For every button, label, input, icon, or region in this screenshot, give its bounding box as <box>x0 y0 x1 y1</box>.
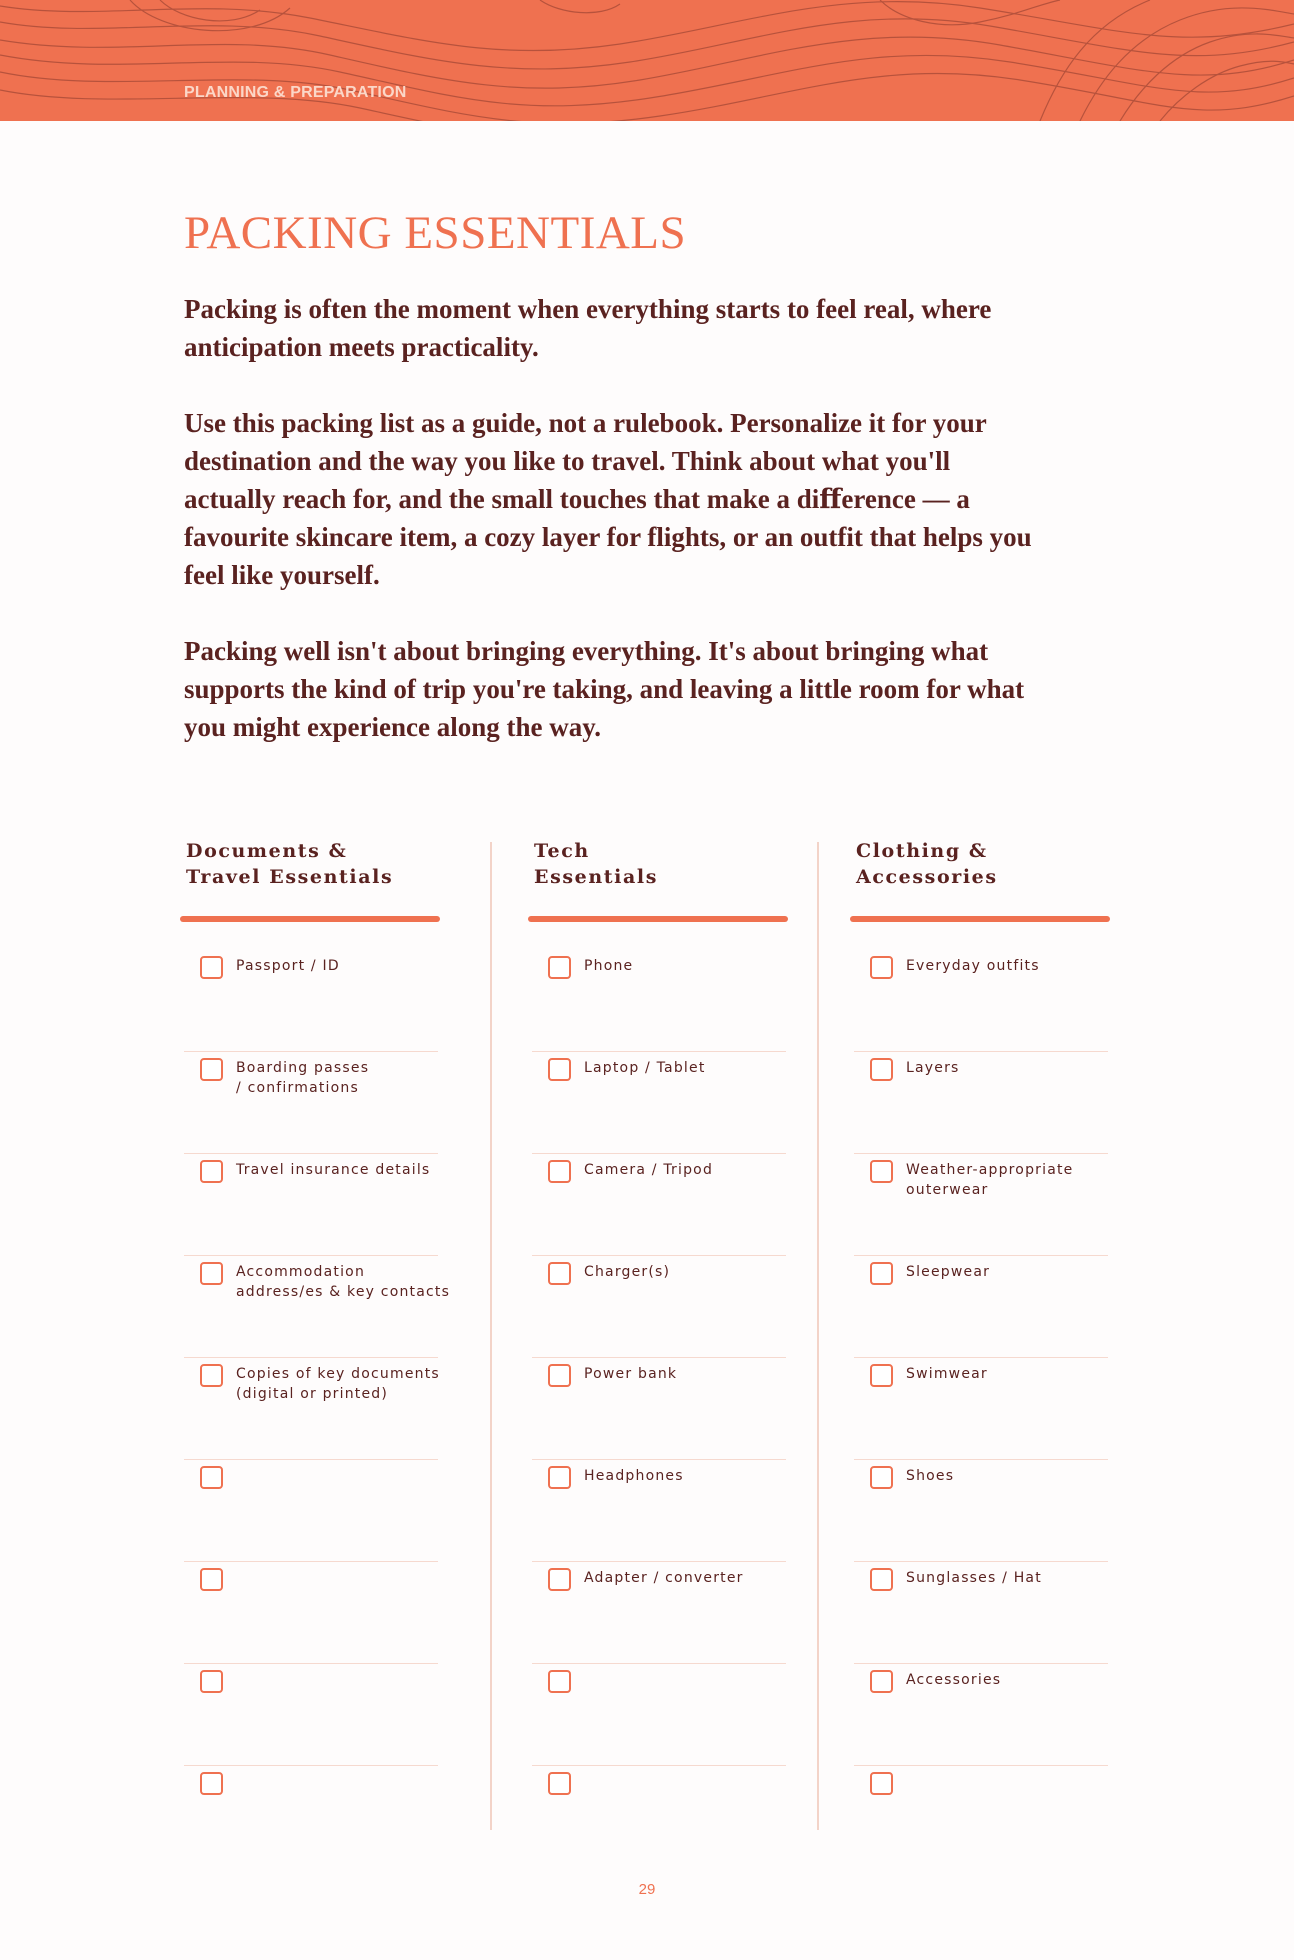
checklist-item <box>854 1664 1108 1766</box>
checkbox[interactable] <box>870 1262 893 1285</box>
checklist-item-label: Sleepwear <box>906 1264 991 1280</box>
checklist-item <box>854 1154 1108 1256</box>
checklist-item <box>532 1154 786 1256</box>
checklist-item <box>854 1766 1108 1868</box>
section-label: PLANNING & PREPARATION <box>184 84 407 101</box>
checklist-item-label: Everyday outfits <box>906 958 1040 974</box>
checklist-item <box>184 1562 438 1664</box>
checklist-item-label: Phone <box>584 958 634 974</box>
checklist-item-label: Power bank <box>584 1366 678 1382</box>
checklist-item <box>532 1052 786 1154</box>
checkbox[interactable] <box>870 1772 893 1795</box>
checklist-item-label: Layers <box>906 1060 960 1076</box>
checklist-item-label: Accessories <box>906 1672 1002 1688</box>
checklist-item-label: Laptop / Tablet <box>584 1060 706 1076</box>
checklist-item <box>532 950 786 1052</box>
intro-paragraph: Packing is often the moment when everything starts to feel real, where anticipation meets practicality. <box>184 294 992 362</box>
column-title: Documents & Travel Essentials <box>186 840 394 888</box>
column-divider <box>490 842 492 1830</box>
column-clothing <box>854 838 1124 1868</box>
checkbox[interactable] <box>870 1058 893 1081</box>
checklist-item <box>854 950 1108 1052</box>
column-title: Tech Essentials <box>534 840 658 888</box>
column-underline <box>180 916 440 922</box>
checklist-item-label: Headphones <box>584 1468 684 1484</box>
checkbox[interactable] <box>548 1364 571 1387</box>
checkbox[interactable] <box>200 1772 223 1795</box>
checklist-item <box>532 1664 786 1766</box>
checklist-item <box>532 1562 786 1664</box>
checklist-item <box>854 1358 1108 1460</box>
checkbox[interactable] <box>200 1160 223 1183</box>
column-underline <box>528 916 788 922</box>
checkbox[interactable] <box>548 1058 571 1081</box>
checkbox[interactable] <box>548 1772 571 1795</box>
checkbox[interactable] <box>548 1568 571 1591</box>
column-underline <box>850 916 1110 922</box>
checkbox[interactable] <box>200 1262 223 1285</box>
checklist-item-label: Sunglasses / Hat <box>906 1570 1042 1586</box>
checkbox[interactable] <box>870 1160 893 1183</box>
checkbox[interactable] <box>870 1466 893 1489</box>
checklist-item <box>532 1358 786 1460</box>
checkbox[interactable] <box>200 956 223 979</box>
checkbox[interactable] <box>870 956 893 979</box>
intro-paragraph: Packing well isn't about bringing everything. It's about bringing what supports the kind of trip you're taking, and leaving a little room for what you might experience along the way. <box>184 636 1025 742</box>
checklist-item-label: Shoes <box>906 1468 955 1484</box>
checklist-item <box>184 1766 438 1868</box>
checkbox[interactable] <box>548 956 571 979</box>
intro-text <box>184 290 1034 784</box>
checklist-item <box>854 1052 1108 1154</box>
checklist <box>184 950 454 1868</box>
checklist-item <box>854 1460 1108 1562</box>
checklist <box>854 950 1124 1868</box>
checkbox[interactable] <box>200 1670 223 1693</box>
intro-paragraph: Use this packing list as a guide, not a rulebook. Personalize it for your destination and the way you like to travel. Think about what you'll actually reach for, and the small touches that make a diﬀerence — a favourite skincare item, a cozy layer for flights, or an outfit that helps you feel like yourself. <box>184 408 1032 590</box>
checklist-item <box>184 1052 438 1154</box>
checkbox[interactable] <box>548 1262 571 1285</box>
checklist-item <box>184 950 438 1052</box>
checkbox[interactable] <box>548 1670 571 1693</box>
checklist-item-label: Adapter / converter <box>584 1570 744 1586</box>
checklist-item-label: Copies of key documents (digital or printed) <box>236 1366 440 1402</box>
checklist-item <box>854 1256 1108 1358</box>
checklist-item-label: Charger(s) <box>584 1264 671 1280</box>
checklist-item-label: Accommodation address/es & key contacts <box>236 1264 451 1300</box>
checklist-item <box>854 1562 1108 1664</box>
checkbox[interactable] <box>200 1058 223 1081</box>
checklist-item-label: Swimwear <box>906 1366 988 1382</box>
checkbox[interactable] <box>870 1364 893 1387</box>
checklist-item-label: Boarding passes / confirmations <box>236 1060 370 1096</box>
page-title: PACKING ESSENTIALS <box>184 207 687 259</box>
column-divider <box>817 842 819 1830</box>
checkbox[interactable] <box>548 1160 571 1183</box>
checklist-item <box>184 1256 451 1358</box>
checklist <box>532 950 802 1868</box>
page-number: 29 <box>638 1881 656 1898</box>
checkbox[interactable] <box>200 1568 223 1591</box>
column-title: Clothing & Accessories <box>856 840 998 888</box>
checklist-item-label: Travel insurance details <box>236 1162 431 1178</box>
checklist-item <box>184 1154 438 1256</box>
column-documents <box>184 838 454 1868</box>
checklist-item-label: Weather-appropriate outerwear <box>906 1162 1074 1198</box>
topographic-pattern-icon <box>0 0 1294 121</box>
column-tech <box>532 838 802 1868</box>
checkbox[interactable] <box>200 1466 223 1489</box>
header-banner <box>0 0 1294 121</box>
checkbox[interactable] <box>870 1568 893 1591</box>
checklist-item-label: Passport / ID <box>236 958 340 974</box>
checkbox[interactable] <box>200 1364 223 1387</box>
checklist-item <box>184 1358 438 1460</box>
checkbox[interactable] <box>870 1670 893 1693</box>
checkbox[interactable] <box>548 1466 571 1489</box>
checklist-item <box>532 1460 786 1562</box>
checklist-item-label: Camera / Tripod <box>584 1162 714 1178</box>
checklist-item <box>184 1664 438 1766</box>
checklist-item <box>532 1766 786 1868</box>
checklist-item <box>532 1256 786 1358</box>
checklist-item <box>184 1460 438 1562</box>
